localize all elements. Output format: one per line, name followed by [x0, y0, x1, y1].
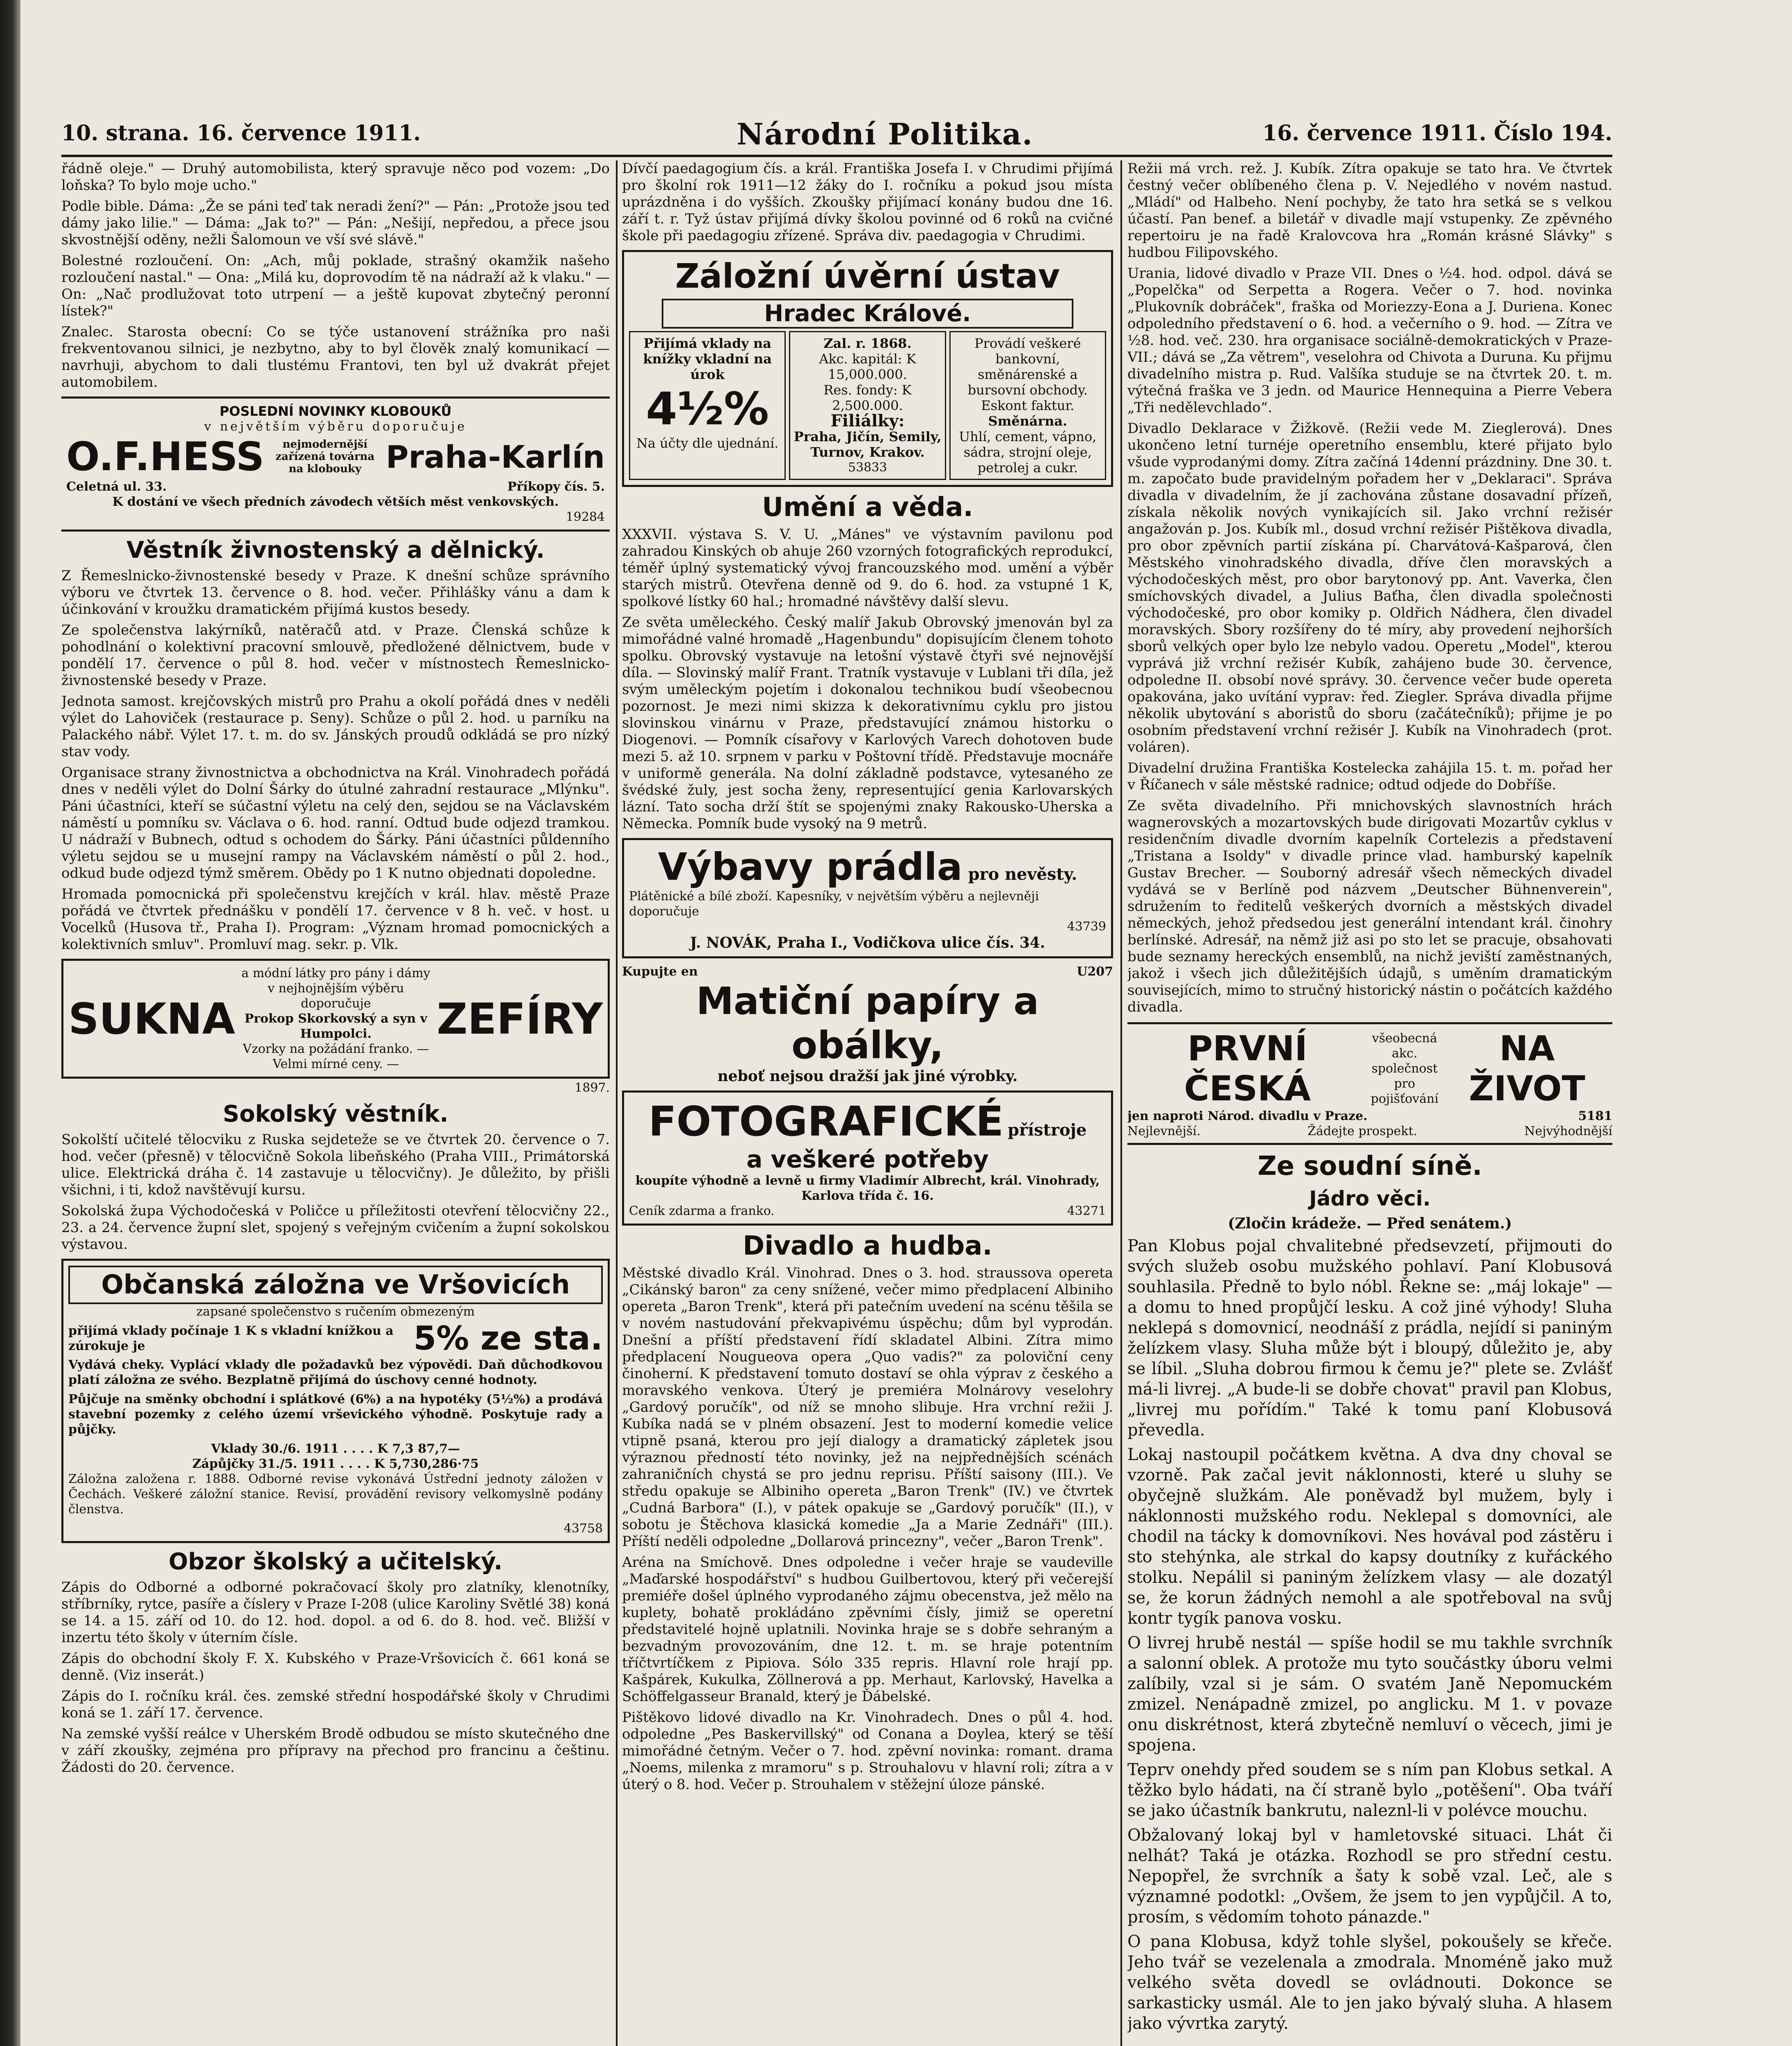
ad-hess-city: Praha-Karlín: [385, 438, 605, 475]
ad-uverni-c1: Provádí veškeré bankovní, směnárenské a bursovní obchody. Eskont faktur.: [967, 336, 1088, 413]
paragraph: Městské divadlo Král. Vinohrad. Dnes o 3. hod. straussova opereta „Cikánský baron" za ceny snížené, večer mimo předplacení Albiniho opereta „Baron Trenk", která při patečním uvedení na scénu těšila se v novém nastudování překvapivému úspěchu; dům byl vyprodán. Dnešní a příští představení řídí skladatel Albini. Zítra mimo předplacení Nougueova opera „Quo vadis?" za poloviční ceny činoherní. K představení tomuto dostaví se ohla výprav z českého a moravského venkova. Úterý je premiéra Molnárovy veselohry „Gardový poručík", od níž se mnoho slibuje. Hra vrchní režii J. Kubíka nadá se v plném obsazení. Jest to moderní komedie velice vtipně psaná, kterou pro její dialogy a dramatický zápletek jsou výraznou předností této novinky, jež na nejpřednějších scénách zahraničních chystá se pro jednu reprisu. Příští saisony (III.). Ve středu opakuje se Albiniho opereta „Baron Trenk" (IV.) ve čtvrtek „Cudná Barbora" (I.), v pátek opakuje se „Gardový poručík" (II.), v sobotu je Štěchova klasická komedie „Ja a Marie Zednáři" (III.). Příští neděli odpoledne „Dollarová princezny", večer „Baron Trenk".: [622, 1265, 1113, 1550]
section-heading: Ze soudní síně.: [1258, 1151, 1482, 1181]
ad-zalozna-rate: 5% ze sta.: [413, 1319, 603, 1357]
ad-sukna-right: ZEFÍRY: [437, 994, 603, 1044]
paragraph: Divadelní družina Františka Kostelecka zahájila 15. t. m. pořad her v Říčanech v sále městské radnice; odtud odjede do Dobříše.: [1127, 760, 1612, 793]
ad-uverni-a1: Přijímá vklady na knížky vkladní na úrok: [643, 336, 772, 382]
paragraph: Divadlo Deklarace v Žižkově. (Režii vede M. Zieglerová). Dnes ukončeno letní turnéje operetního ensemblu, které přijato bylo všude vyprodanými domy. Zítra začíná 14denní prázdniny. Dne 30. t. m. započato bude pravidelným pořadem her v „Deklaraci". Správa divadla v divadelním, že jí zachována zůstane dosavadní přízeň, získala několik nových vynikajících sil. Jako vrchní režisér angažován p. Jos. Kubík ml., dosud vrchní režisér Pištěkova divadla, pro obor zpěvních partií získána pí. Charvátová-Kašparová, člen Městského vinohradského divadla, dříve člen moravských a východočeských měst, pro obor barytonový pp. Ant. Vaverka, člen smíchovských divadel, a Julius Baťha, člen divadla společnosti východočeské, pro obor komiky p. Oldřich Nádhera, člen divadel moravských. Sbory rozšířeny do té míry, aby provedení nejhorších sborů velkých oper bylo lze nebylo vadou. Operetu „Model", kterou vyprává již vrchní režisér Kubík, zahájeno bude 30. července, odpoledne II. obsobí nové správy. 30. července večer bude opereta opakována, jako uvítání vyprav: řed. Ziegler. Správa divadla přijme několik ubytování s aboristů do sboru (začátečníků); přijme je po osobním představení vrchní režisér J. Kubík na Vinohradech (prot. voláren).: [1127, 420, 1612, 755]
ad-uverni-city: Hradec Králové.: [662, 299, 1073, 329]
ad-maticni-sub: neboť nejsou dražší jak jiné výrobky.: [717, 1068, 1018, 1085]
ad-prvni-left: PRVNÍ ČESKÁ: [1184, 1028, 1311, 1109]
ad-hess-top1: POSLEDNÍ NOVINKY KLOBOUKŮ: [219, 403, 452, 419]
paragraph: Znalec. Starosta obecní: Co se týče ustanovení strážníka pro naši frekventovanou silnici, je nezbytno, aby to byl člověk znalý komunikací — navrhuji, abychom to dali tlustému Frantovi, ten byl už dvakrát přejet automobilem.: [61, 324, 610, 390]
paragraph: Zápis do obchodní školy F. X. Kubského v Praze-Vršovicích č. 661 koná se denně. (Viz inserát.): [61, 1650, 610, 1683]
paragraph: Zápis do I. ročníku král. čes. zemské střední hospodářské školy v Chrudimi koná se 1. září 17. července.: [61, 1688, 610, 1721]
ad-uverni-b3: Res. fondy: K 2,500.000.: [823, 382, 912, 413]
section-heading: Sokolský věstník.: [223, 1101, 449, 1127]
ad-maticni-title: Matiční papíry a obálky,: [696, 979, 1039, 1067]
ad-zalozna-l1: zapsané společenstvo s ručením obmezeným: [196, 1305, 475, 1319]
ad-zalozna-l5: Vklady 30./6. 1911 . . . . K 7,3 87,7—: [211, 1442, 460, 1456]
paragraph: Pan Klobus pojal chvalitebné předsevzetí, přijmouti do svých služeb osobu mužského pohlaví. Paní Klobusová souhlasila. Předně to bylo nóbl. Řekne se: „máj lokaje" — a domu to hned propůjčí lesku. A což jiné výhody! Sluha neklepá s domovnicí, neodnáší z prádla, nejídí si paniným želízkem vlasy. Sluha může být i bloupý, důležito je, aby se líbil. „Sluha dobrou firmou k čemu je?" plete se. Zvlášť má-li livrej. „A bude-li se dobře chovat" pravil pan Klobus, „livrej mu pořídím." Také k tomu paní Klobusová převedla.: [1127, 1237, 1612, 1440]
ad-foto-l1: koupíte výhodně a levně u firmy Vladimír Albrecht, král. Vinohrady, Karlova třída č. 16.: [635, 1174, 1100, 1203]
ad-foto-num: 43271: [1067, 1204, 1106, 1218]
ad-vybavy-tag: pro nevěsty.: [968, 865, 1077, 884]
binding-edge: [0, 0, 20, 2046]
ad-uverni-rate: 4½%: [646, 383, 769, 435]
paragraph: Ze společenstva lakýrníků, natěračů atd. v Praze. Členská schůze k pohodlnání o kolektivní pracovní smlouvě, předložené dělnictvem, bude v pondělí 17. července o půl 8. hod. večer v místnostech Řemeslnicko-živnostenské besedy v Praze.: [61, 622, 610, 689]
paragraph: Teprv onehdy před soudem se s ním pan Klobus setkal. A těžko bylo hádati, na čí straně bylo „potěšení". Oba tváří se jako účastník bankrutu, naleznl-li v polévce mouchu.: [1127, 1760, 1612, 1820]
ad-sukna-mid3: Vzorky na požádání franko. — Velmi mírné ceny. —: [243, 1042, 429, 1071]
ad-prvni-l2b: Žádejte prospekt.: [1307, 1124, 1418, 1138]
section-heading: Divadlo a hudba.: [743, 1231, 992, 1261]
ad-prvni-right: NA ŽIVOT: [1469, 1028, 1585, 1109]
column-2: [622, 160, 1113, 2046]
ad-sukna: [61, 959, 610, 1079]
column-divider-2: [1120, 160, 1122, 2046]
header-issue-right: 16. července 1911. Číslo 194.: [1262, 121, 1612, 146]
ad-sukna-left: SUKNA: [68, 994, 235, 1044]
ad-uverni-col-a: [629, 331, 786, 480]
paragraph: Z Řemeslnicko-živnostenské besedy v Praze. K dnešní schůze správního výboru ve čtvrtek 13. července o 8. hod. večer. Přihlášky vánu a dam k účinkování v kroužku dramatickém přijímá kustos besedy.: [61, 568, 610, 617]
article-title: Jádro věci.: [1309, 1187, 1431, 1210]
ad-hess-top2: v největším výběru doporučuje: [204, 419, 467, 434]
ad-foto-line: a veškeré potřeby: [746, 1145, 989, 1173]
ad-foto-title: FOTOGRAFICKÉ: [648, 1097, 1004, 1145]
paragraph: Na zemské vyšší reálce v Uherském Brodě odbudou se místo skutečného dne v září zkoušky, zejména pro přípravy na přechod pro francinu a češtinu. Žádosti do 20. července.: [61, 1726, 610, 1776]
ad-foto: [622, 1091, 1113, 1226]
ad-uverni-col-b: [789, 331, 946, 480]
paragraph: Obžalovaný lokaj byl v hamletovské situaci. Lhát či nelhát? Taká je otázka. Rozhodl se pro střední cestu. Nepopřel, že svrchník a šaty k sobě vzal. Leč, ale s významné podotkl: „Ovšem, že jsem to jen vypůjčil. A to, prosím, s vědomím tohoto pánazde.": [1127, 1826, 1612, 1927]
masthead-title: Národní Politika.: [737, 117, 1033, 151]
paragraph: Režii má vrch. rež. J. Kubík. Zítra opakuje se tato hra. Ve čtvrtek čestný večer oblíbeného člena p. V. Nejedlého v novém nastud. „Mládí" od Halbeho. Není pochyby, že tato hra setká se s velkou účastí. Pan benef. a biletář v divadle mají vstupenky. Ze zpěvného repertoiru je na řadě Kralovcova hra „Román krásné Slávky" s hudbou Filipovského.: [1127, 160, 1612, 261]
page-header: [61, 117, 1612, 153]
ad-prvni-mid1: všeobecná akc. společnost: [1371, 1031, 1438, 1076]
ad-sukna-mid1: a módní látky pro pány i dámy v nejhojnějším výběru doporučuje: [241, 966, 431, 1011]
ad-zalozna-l3: Vydává cheky. Vyplácí vklady dle požadavků bez výpovědi. Daň důchodkovou platí záložna ze svého. Bezplatně přijímá do úschovy cenné hodnoty.: [68, 1358, 603, 1387]
ad-zalozna-l4: Půjčuje na směnky obchodní i splátkové (6%) a na hypotéky (5½%) a prodává stavební pozemky z celého území vrševického výhodně. Poskytuje rady a půjčky.: [68, 1392, 603, 1437]
ad-uverni-title: Záložní úvěrní ústav: [675, 257, 1060, 296]
ad-hess-line3: K dostání ve všech předních závodech větších měst venkovských.: [112, 495, 559, 509]
ad-hess-name: O.F.HESS: [66, 434, 264, 480]
paragraph: Hromada pomocnická při společenstvu krejčích v král. hlav. městě Praze pořádá ve čtvrtek přednášku v pondělí 17. července v 8 h. več. v host. u Vocelků (Husova tř., Praha I). Program: „Význam hromad pomocnických a kolektivních smluv". Promluví mag. sekr. p. Vlk.: [61, 886, 610, 953]
ad-prvni-l1: jen naproti Národ. divadlu v Praze.: [1127, 1109, 1368, 1123]
header-date-left: 10. strana. 16. července 1911.: [61, 121, 421, 146]
ad-foto-small: přístroje: [1008, 1120, 1087, 1140]
ad-maticni-top: Kupujte en: [622, 964, 698, 979]
ad-uverni-col-c: [949, 331, 1106, 480]
paragraph: Aréna na Smíchově. Dnes odpoledne i večer hraje se vaudeville „Maďarské hospodářství" s hudbou Guilbertovou, který při večerejší premiéře došel úplného vyprodaného zájmu obecenstva, jež mělo na kuplety, bohatě prokládáno zpěvními čísly, jimiž se operetní představitelé hojně uplatnili. Novinka hraje se s dobře sehraným a bezvadným provozováním, dne 12. t. m. se hraje potentním tříčtvrtíčkem z Pipiova. Sólo 335 repris. Hlavní role hrají pp. Kašpárek, Kukulka, Zöllnerová a pp. Merhaut, Karlovský, Havelka a Schöffelgasseur Branald, který je Ďábelské.: [622, 1554, 1113, 1705]
paragraph: Jednota samost. krejčovských mistrů pro Prahu a okolí pořádá dnes v neděli výlet do Lahoviček (restaurace p. Seny). Schůze o půl 2. hod. u parníku na Palackého nábř. Výlet 17. t. m. do sv. Jánských proudů odkládá se pro nízký stav vody.: [61, 693, 610, 760]
column-3: [1127, 160, 1612, 2046]
ad-uverni-b1: Zal. r. 1868.: [823, 336, 912, 351]
ad-zalozna: [61, 1259, 610, 1543]
ad-sukna-mid2: Prokop Skorkovský a syn v Humpolci.: [244, 1012, 428, 1041]
ad-foto-l2: Ceník zdarma a franko.: [629, 1204, 775, 1218]
paragraph: Lokaj nastoupil počátkem května. A dva dny choval se vzorně. Pak začal jevit náklonnosti, které u sluhy se obyčejně služkám. Ale poněvadž byl mužem, byly i náklonnosti mužského rodu. Neklepal s domovníci, ale chodil na tácky k domovníkovi. Nes hovával pod zástěru i sto stehýnka, ale strkal do kapsy doutníky z kuřáckého stolku. Nepálil si paniným želízkem vlasy — ale dozatýl se, že korun žádných nemohl a ale spotřeboval na svůj kontr tygík panova vosku.: [1127, 1445, 1612, 1628]
ad-vybavy: [622, 838, 1113, 958]
ad-hess-mid: nejmodernější zařízená továrna na klobouky: [275, 438, 375, 475]
ad-uverni-b5: Praha, Jičín, Semily, Turnov, Krakov.: [793, 429, 942, 460]
paragraph: O livrej hrubě nestál — spíše hodil se mu takhle svrchník a salonní oblek. A protože mu tyto součástky úboru velmi zalíbily, vzal si je sám. O svatém Janě Nepomuckém zmizel. Nenápadně zmizel, po anglicku. M 1. v povaze onu diskrétnost, která zbytečně nemluví o věcech, jimi je spojena.: [1127, 1634, 1612, 1755]
ad-uverni-b4: Filiálky:: [830, 411, 905, 430]
paragraph: O pana Klobusa, když tohle slyšel, pokoušely se křeče. Jeho tvář se vezelenala a zmodrala. Mnoméně jako muž velkého světa dovedl se ovládnouti. Dokonce se sarkasticky usmál. Ale to jen jako bývalý sluha. A hlasem jako vývrtka zarytý.: [1127, 1932, 1612, 2033]
ad-zalozna-l6: Zápůjčky 31./5. 1911 . . . . K 5,730,286·75: [192, 1457, 479, 1471]
paragraph: Sokolská župa Východočeská v Poličce u příležitosti otevření tělocvičny 22., 23. a 24. července župní slet, spojený s veřejným cvičením a župní sokolskou výstavou.: [61, 1203, 610, 1253]
ad-zalozna-l7: Záložna založena r. 1888. Odborné revise vykonává Ústřední jednoty záložen v Čechách. Veškeré záložní stanice. Revisí, provádění revisory velkomyslně podány členstva.: [68, 1472, 603, 1516]
ad-vybavy-l1: Plátěnické a bílé zboží. Kapesníky, v největším výběru a nejlevněji doporučuje: [629, 889, 1039, 919]
paragraph: řádně oleje." — Druhý automobilista, který spravuje něco pod vozem: „Do loňska? To bylo moje ucho.": [61, 160, 610, 194]
ad-maticni: [622, 964, 1113, 1085]
ad-uverni-a2: Na účty dle ujednání.: [636, 435, 779, 451]
paragraph: Zápis do Odborné a odborné pokračovací školy pro zlatníky, klenotníky, stříbrníky, rytce, pasíře a číslery v Praze I-208 (ulice Karoliny Světlé 38) koná se 14. a 15. září od 10. do 12. hod. dopol. a od 6. do 8. hod. več. Bližší v inzertu této školy v úterním čísle.: [61, 1579, 610, 1646]
column-divider-1: [616, 160, 618, 2046]
paragraph: Dívčí paedagogium čís. a král. Františka Josefa I. v Chrudimi přijímá pro školní rok 1911—12 žáky do I. ročníku a pokud jsou místa uprázdněna i do vyšších. Zkoušky přijímací konány budou dne 16. září t. r. Tyž ústav přijímá dívky školou povinné od 6 roků na cvičné škole při paedagogiu zřízené. Správa div. paedagogia v Chrudimi.: [622, 160, 1113, 244]
ad-prvni-ceska: [1127, 1022, 1612, 1145]
column-1: [61, 160, 610, 2046]
ad-zalozna-num: 43758: [564, 1521, 603, 1536]
paragraph: XXXVII. výstava S. V. U. „Mánes" ve výstavním pavilonu pod zahradou Kinských ob ahuje 260 vzorných fotografických reprodukcí, téměř úplný systematický vývoj francouzského mod. umění a výběr starých mistrů. Otevřena denně od 9. do 6. hod. za vstupné 1 K, spolkové lístky 60 hal.; hromadné návštěvy další slevu.: [622, 526, 1113, 610]
ad-uverni-ustav: [622, 250, 1113, 487]
ad-uverni-num: 53833: [848, 460, 887, 475]
paragraph: Podle bible. Dáma: „Že se páni teď tak neradi žení?" — Pán: „Protože jsou teď dámy jako lilie." — Dáma: „Jak to?" — Pán: „Nešijí, nepředou, a přece jsou skvostnější oděny, nežli Šalomoun ve vší své slávě.": [61, 198, 610, 248]
ad-hess: [61, 397, 610, 532]
ad-prvni-mid2: pro: [1394, 1076, 1416, 1091]
paragraph: Sokolští učitelé tělocviku z Ruska sejdeteže se ve čtvrtek 20. července o 7. hod. večer (přesně) v tělocvičně Sokola libeňského (Praha VIII., Primátorská ulice. Elektrická dráha č. 14 zastavuje u tělocvičny). Je důležito, by přišli všichni, i ti, kdož navštěvují kursu.: [61, 1131, 610, 1198]
ad-hess-addr1: Celetná ul. 33.: [66, 480, 167, 494]
ad-hess-addr2: Příkopy čís. 5.: [507, 480, 605, 494]
paragraph: Urania, lidové divadlo v Praze VII. Dnes o ½4. hod. odpol. dává se „Popelčka" od Serpetta a Rogera. Večer o 7. hod. novinka „Plukovník dobráček", fraška od Moriezzy-Eona a J. Duriena. Konec odpoledního představení o 6. hod. a večerního o 9. hod. — Zítra ve ½8. hod. več. 230. hra organisace sociálně-demokratických v Praze-VII.; dává se „Za větrem", veselohra od Chivota a Duruna. Ku přijmu divadelního mistra p. Rud. Valšíka studuje se na čtvrtek 20. t. m. výtečná fraška ve 3 jedn. od Maurice Hennequina a Pierre Vebera „Tři nedělevchlado“.: [1127, 265, 1612, 416]
ad-prvni-mid3: pojišťování: [1370, 1091, 1439, 1106]
paragraph: Ze světa uměleckého. Český malíř Jakub Obrovský jmenován byl za mimořádné valné hromadě „Hagenbundu" dopisujícím členem tohoto spolku. Obrovský vystavuje na letošní výstavě čtyři své nejnovější díla. — Slovinský malíř Frant. Tratník vystavuje v Lublani tři díla, jež svým uměleckým pojetím i dokonalou technikou budí všeobecnou pozornost. Je mezi nimi skizza k dekorativnímu cyklu pro jistou slovinskou vinárnu v Praze, představující známou historku o Diogenovi. — Pomník císařovy v Karlových Varech dohotoven bude mezi 5. až 10. srpnem v parku v Poštovní třídě. Představuje mocnáře v uniformě generála. Na dolní základně podstavce, vytesaného ze švédské žuly, jest socha ženy, representující genia Karlovarských lázní. Tato socha drží štít se spojenými znaky Rakousko-Uherska a Německa. Pomník bude vysoký na 9 metrů.: [622, 614, 1113, 832]
paragraph: Bolestné rozloučení. On: „Ach, můj poklade, strašný okamžik našeho rozloučení nastal." — Ona: „Milá ku, doprovodím tě na nádraží až k vlaku." — On: „Nač prodlužovat toto utrpení — a ještě kupovat zbytečný peronní lístek?": [61, 252, 610, 319]
section-heading: Věstník živnostenský a dělnický.: [126, 537, 545, 563]
ad-uverni-b2: Akc. kapitál: K 15,000.000.: [819, 351, 916, 382]
ad-zalozna-title: Občanská záložna ve Vršovicích: [68, 1266, 603, 1304]
section-heading: Obzor školský a učitelský.: [169, 1548, 503, 1575]
header-rule: [61, 155, 1612, 157]
paragraph: Ze světa divadelního. Při mnichovských slavnostních hrách wagnerovských a mozartovských bude dirigovati Mozartův cyklus v residenčním divadle dvorním kapelník Cortelezis a představení „Tristana a Isoldy" v divadle prince vlad. hamburský kapelník Gustav Brecher. — Souborný adresář všech německých divadel vydává se v Berlíně pod názvem „Deutscher Bühnenverein", sdružením to ředitelů veškerých dvorních a městských divadel německých, jehož předsedou jest generální intendant král. činohry berlínské. Adresář, na němž již asi po sto let se pracuje, obsahovati bude seznamy hereckých ensemblů, na nichž jeviští zaměstnaných, jakož i všech jich důležitějších údajů, s uměním dramatickým souvisejících, mimo to stručný historický nástin o počátcích každého divadla.: [1127, 798, 1612, 1015]
article-subtitle: (Zločin krádeže. — Před senátem.): [1228, 1215, 1512, 1232]
ad-zalozna-l2: přijímá vklady počínaje 1 K s vkladní knížkou a zúrokuje je: [68, 1323, 394, 1353]
ad-sukna-num: 1897.: [575, 1081, 610, 1095]
ad-prvni-l2a: Nejlevnější.: [1127, 1124, 1201, 1138]
paragraph: Organisace strany živnostnictva a obchodnictva na Král. Vinohradech pořádá dnes v neděli výlet do Dolní Šárky do útulné zahradní restaurace „Mlýnku". Páni účastníci, kteří se súčastní výletu na celý den, sejdou se na Václavském náměstí u pomníku sv. Václava o 6. hod. ranní. Odtud bude odjezd tramkou. U nádraží v Bubnech, odtud s ochodem do Šárky. Páni účastníci půldenního výletu sejdou se u musejní rampy na Václavském náměstí o půl 2. hod., odkud bude odjezd týmž směrem. Obědy po 1 K nutno objednati dopoledne.: [61, 764, 610, 881]
ad-prvni-num: 5181: [1578, 1109, 1612, 1123]
ad-uverni-c2: Směnárna.: [988, 413, 1067, 429]
ad-vybavy-l2: J. NOVÁK, Praha I., Vodičkova ulice čís. 34.: [690, 934, 1045, 951]
ad-uverni-c3: Uhlí, cement, vápno, sádra, strojní oleje, petrolej a cukr.: [959, 429, 1097, 475]
section-heading: Umění a věda.: [762, 492, 973, 523]
ad-vybavy-num: 43739: [1067, 919, 1106, 934]
ad-prvni-l2c: Nejvýhodnější: [1524, 1124, 1612, 1138]
ad-maticni-num: U207: [1077, 964, 1113, 979]
ad-hess-num: 19284: [566, 510, 605, 524]
ad-vybavy-title: Výbavy prádla: [658, 845, 962, 889]
paragraph: Pištěkovo lidové divadlo na Kr. Vinohradech. Dnes o půl 4. hod. odpoledne „Pes Baskervillský" od Conana a Doylea, který se těší mimořádné četným. Večer o 7. hod. zpěvní novinka: romant. drama „Noems, milenka z mramoru" s p. Strouhalovu v hlavní roli; zítra a v úterý o 8. hod. Večer p. Strouhalem v stěžejní úloze pánské.: [622, 1709, 1113, 1793]
